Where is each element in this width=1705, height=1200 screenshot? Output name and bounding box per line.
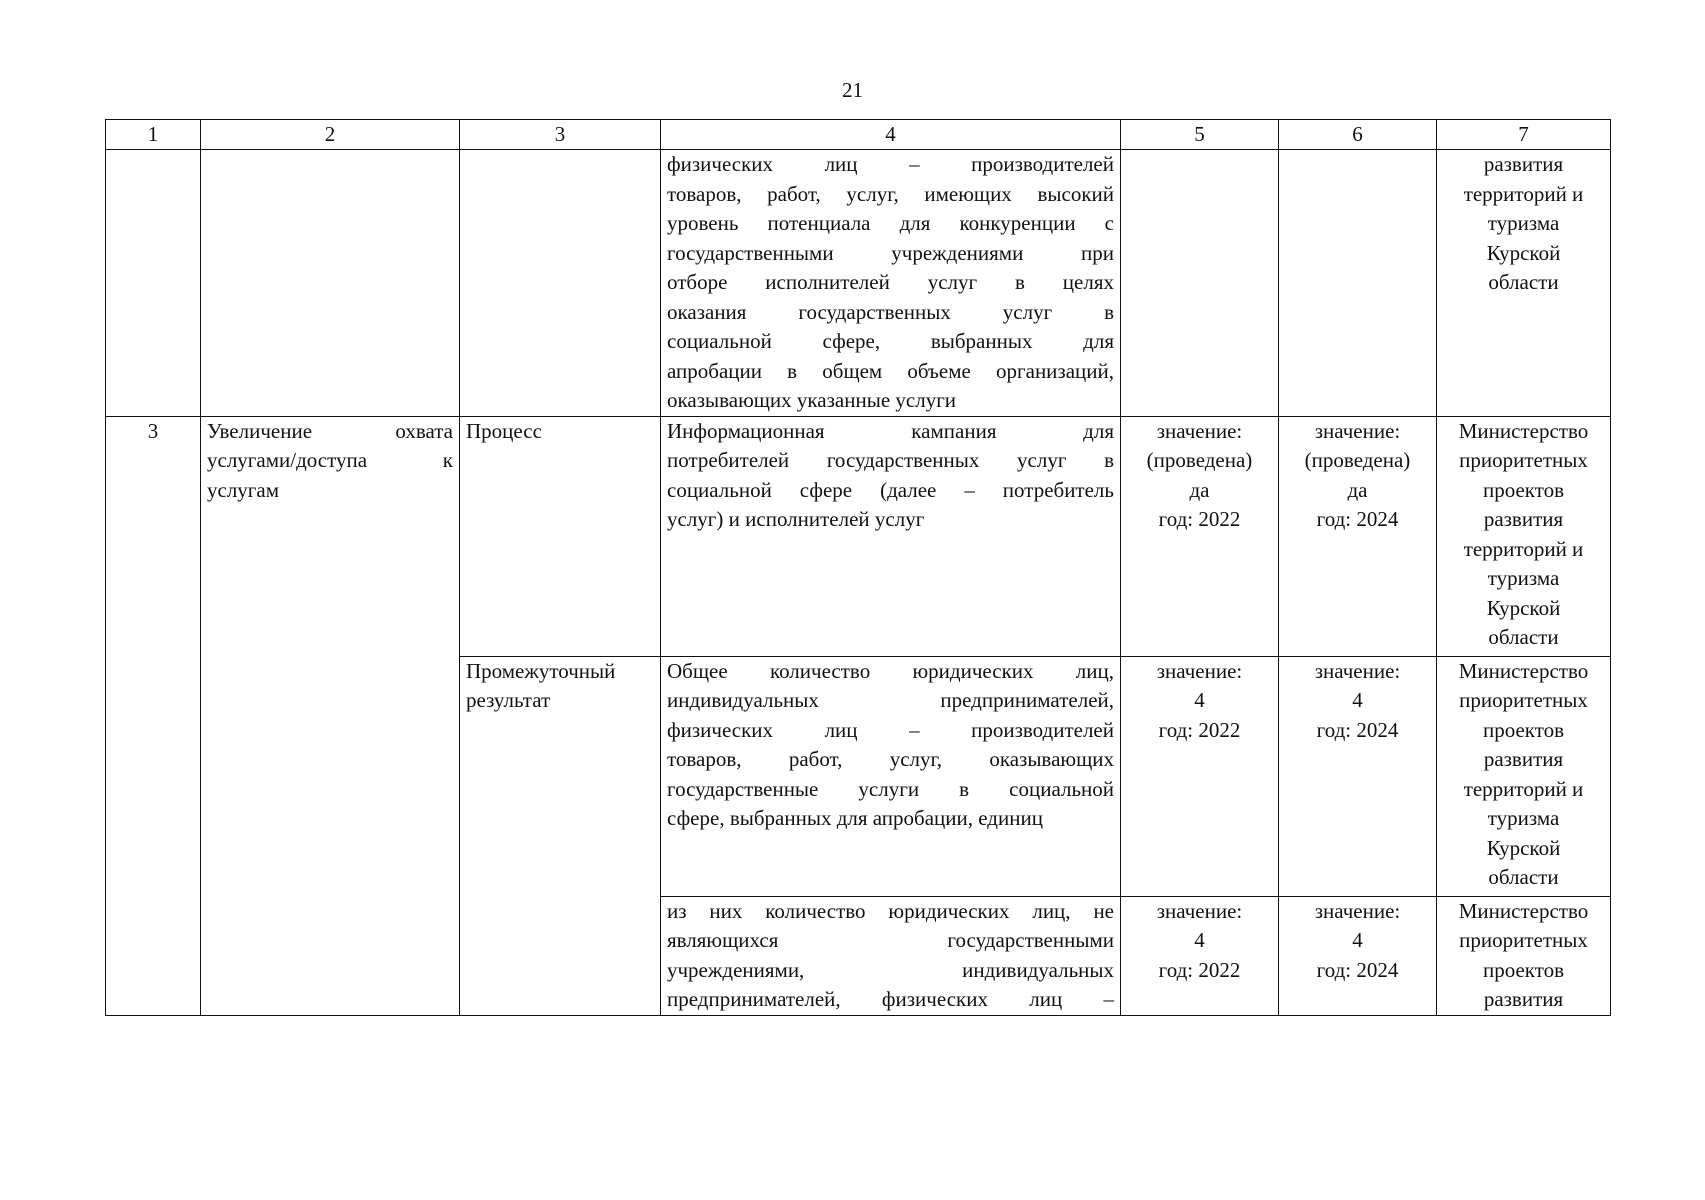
description-cell xyxy=(661,416,1121,656)
type-cell xyxy=(460,656,661,1015)
text-line: Министерство xyxy=(1458,898,1589,923)
text-line: туризма xyxy=(1487,806,1560,830)
column-header: 1 xyxy=(106,120,201,150)
value-end-cell xyxy=(1279,150,1437,417)
column-header: 7 xyxy=(1437,120,1611,150)
text-line: апробации в общем объеме организаций, xyxy=(667,358,1114,383)
task-cell xyxy=(201,416,460,1015)
text-line: территорий и xyxy=(1463,776,1584,801)
text-line: оказания государственных услуг в xyxy=(667,299,1114,324)
text-line: Курской xyxy=(1486,835,1561,860)
text-line: значение: xyxy=(1314,418,1401,443)
text-line: проектов xyxy=(1482,477,1565,502)
text-line: потребителей государственных услуг в xyxy=(667,448,1114,472)
text-line: физических лиц – производителей xyxy=(667,717,1114,742)
text-line: услугам xyxy=(207,477,280,502)
text-line: приоритетных xyxy=(1459,928,1588,952)
text-line: Увеличение охвата xyxy=(207,418,453,443)
text-line: Промежуточный xyxy=(466,658,616,683)
text-line: отборе исполнителей услуг в целях xyxy=(667,270,1114,294)
text-line: товаров, работ, услуг, имеющих высокий xyxy=(667,181,1114,206)
text-line: (проведена) xyxy=(1146,448,1253,472)
type-cell xyxy=(460,416,661,656)
row-number-cell: 3 xyxy=(106,416,201,1015)
text-line: год: 2024 xyxy=(1316,507,1399,531)
text-line: значение: xyxy=(1156,898,1243,923)
text-line: да xyxy=(1347,477,1368,502)
text-line: значение: xyxy=(1156,658,1243,683)
text-line: год: 2022 xyxy=(1158,957,1241,982)
text-line: Общее количество юридических лиц, xyxy=(667,658,1114,683)
value-start-cell xyxy=(1121,416,1279,656)
text-line: Информационная кампания для xyxy=(667,418,1114,443)
row-number-cell xyxy=(106,150,201,417)
column-header: 4 xyxy=(661,120,1121,150)
text-line: Министерство xyxy=(1458,418,1589,443)
text-line: сфере, выбранных для апробации, единиц xyxy=(667,806,1043,830)
text-line: являющихся государственными xyxy=(667,928,1114,952)
text-line: 4 xyxy=(1352,928,1363,952)
text-line: да xyxy=(1189,477,1210,502)
value-start-cell xyxy=(1121,896,1279,1015)
text-line: Курской xyxy=(1486,595,1561,620)
text-line: туризма xyxy=(1487,211,1560,235)
text-line: приоритетных xyxy=(1459,688,1588,712)
text-line: развития xyxy=(1483,747,1564,771)
text-line: уровень потенциала для конкуренции с xyxy=(667,211,1114,235)
text-line: значение: xyxy=(1314,658,1401,683)
text-line: значение: xyxy=(1314,898,1401,923)
text-line: приоритетных xyxy=(1459,448,1588,472)
text-line: (проведена) xyxy=(1304,448,1411,472)
responsible-cell xyxy=(1437,656,1611,896)
value-end-cell xyxy=(1279,656,1437,896)
text-line: 4 xyxy=(1194,688,1205,712)
task-cell xyxy=(201,150,460,417)
text-line: год: 2022 xyxy=(1158,717,1241,742)
text-line: услугами/доступа к xyxy=(207,448,453,472)
text-line: территорий и xyxy=(1463,536,1584,561)
type-cell xyxy=(460,150,661,417)
text-line: государственные услуги в социальной xyxy=(667,776,1114,801)
text-line: год: 2022 xyxy=(1158,507,1241,531)
text-line: государственными учреждениями при xyxy=(667,240,1114,265)
text-line: Процесс xyxy=(466,418,542,443)
text-line: туризма xyxy=(1487,566,1560,590)
text-line: области xyxy=(1488,865,1559,889)
text-line: области xyxy=(1488,270,1559,294)
value-start-cell xyxy=(1121,656,1279,896)
text-line: территорий и xyxy=(1463,181,1584,206)
responsible-cell xyxy=(1437,150,1611,417)
text-line: развития xyxy=(1483,507,1564,531)
text-line: значение: xyxy=(1156,418,1243,443)
value-start-cell xyxy=(1121,150,1279,417)
text-line: проектов xyxy=(1482,957,1565,982)
value-end-cell xyxy=(1279,896,1437,1015)
indicator-table xyxy=(105,119,1611,1016)
description-cell xyxy=(661,150,1121,417)
text-line: физических лиц – производителей xyxy=(667,152,1114,176)
responsible-cell xyxy=(1437,896,1611,1015)
value-end-cell xyxy=(1279,416,1437,656)
text-line: Курской xyxy=(1486,240,1561,265)
text-line: Министерство xyxy=(1458,658,1589,683)
text-line: товаров, работ, услуг, оказывающих xyxy=(667,747,1114,771)
column-header: 3 xyxy=(460,120,661,150)
text-line: результат xyxy=(466,688,551,712)
responsible-cell xyxy=(1437,416,1611,656)
description-cell xyxy=(661,656,1121,896)
column-header: 6 xyxy=(1279,120,1437,150)
text-line: оказывающих указанные услуги xyxy=(667,388,957,412)
table-row xyxy=(106,416,1611,656)
column-number-row xyxy=(106,120,1611,150)
text-line: предпринимателей, физических лиц – xyxy=(667,987,1114,1011)
text-line: индивидуальных предпринимателей, xyxy=(667,688,1114,712)
text-line: социальной сфере (далее – потребитель xyxy=(667,477,1114,502)
text-line: из них количество юридических лиц, не xyxy=(667,898,1114,923)
text-line: учреждениями, индивидуальных xyxy=(667,957,1114,982)
description-cell xyxy=(661,896,1121,1015)
text-line: области xyxy=(1488,625,1559,649)
text-line: социальной сфере, выбранных для xyxy=(667,329,1114,353)
text-line: услуг) и исполнителей услуг xyxy=(667,507,925,531)
table-row-continuation xyxy=(106,150,1611,417)
text-line: проектов xyxy=(1482,717,1565,742)
text-line: развития xyxy=(1483,152,1564,176)
text-line: год: 2024 xyxy=(1316,957,1399,982)
text-line: 4 xyxy=(1352,688,1363,712)
page-number: 21 xyxy=(842,78,863,102)
text-line: 4 xyxy=(1194,928,1205,952)
text-line: развития xyxy=(1483,987,1564,1011)
text-line: год: 2024 xyxy=(1316,717,1399,742)
column-header: 5 xyxy=(1121,120,1279,150)
column-header: 2 xyxy=(201,120,460,150)
